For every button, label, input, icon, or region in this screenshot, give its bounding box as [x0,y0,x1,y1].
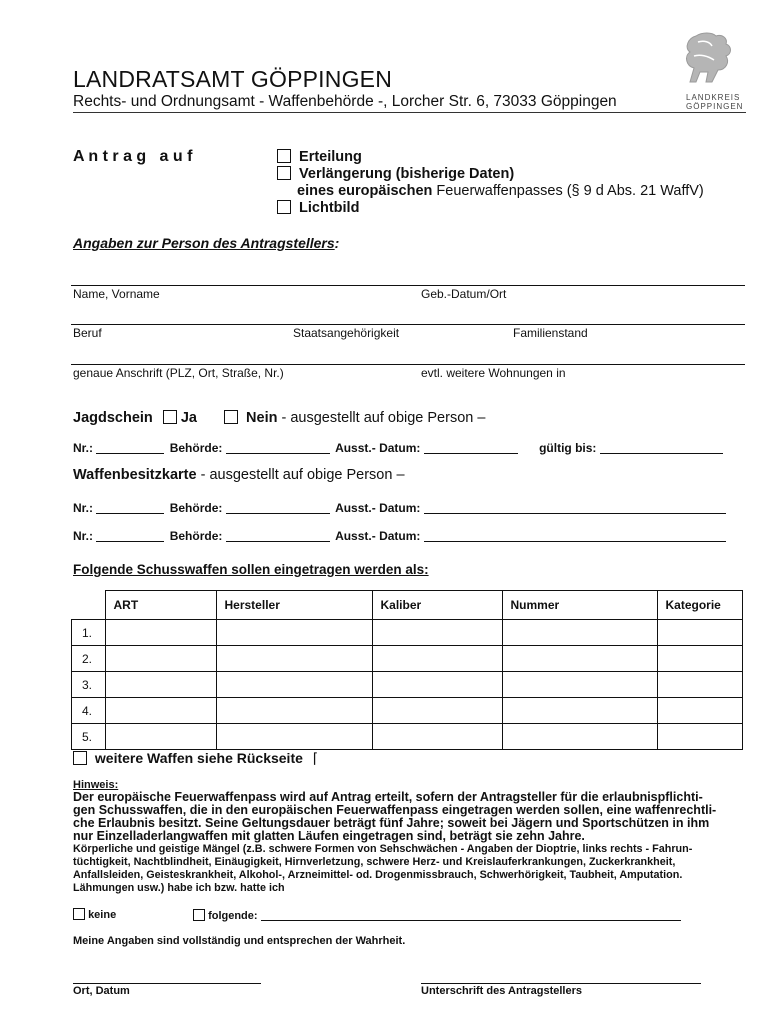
erteilung-checkbox[interactable] [277,149,291,163]
cell-nummer[interactable] [502,646,657,672]
cell-art[interactable] [105,672,216,698]
wbk2-ausst-input[interactable] [424,529,726,542]
cell-kategorie[interactable] [657,724,743,750]
hinweis-block [73,779,748,895]
erteilung-label: Erteilung [299,149,362,165]
jagd-gueltig-input[interactable] [600,441,723,454]
field-line-top [71,285,745,286]
hinweis-line: gen Schusswaffen, die in den europäischen Feuerwaffenpass eingetragen werden sollen, eine waffenrechtli- [73,803,717,817]
wbk1-nr-label: Nr.: [73,501,94,515]
col-hersteller: Hersteller [216,591,372,620]
weapons-heading: Folgende Schusswaffen sollen eingetragen werden als: [73,562,429,577]
cell-art[interactable] [105,646,216,672]
maengel-line: Körperliche und geistige Mängel (z.B. schwere Formen von Sehschwächen - Angaben der Dioptrie, links rechts - Fahrun- [73,843,693,855]
cell-kaliber[interactable] [372,620,502,646]
jagd-behoerde-input[interactable] [226,441,330,454]
folgende-checkbox[interactable] [193,909,205,921]
staat-field[interactable]: Staatsangehörigkeit [293,326,400,340]
jagd-ausst-input[interactable] [424,441,518,454]
table-row [72,646,743,672]
antrag-label: A n t r a g a u f [73,148,193,165]
wbk1-nr-input[interactable] [96,501,164,514]
person-heading: Angaben zur Person des Antragstellers: [73,235,340,251]
maengel-line: Lähmungen usw.) habe ich bzw. hatte ich [73,882,285,894]
hinweis-label: Hinweis: [73,779,119,791]
keine-checkbox[interactable] [73,908,85,920]
cell-kaliber[interactable] [372,698,502,724]
logo-text-line2: GÖPPINGEN [686,102,744,111]
weitere-wohnungen-field[interactable]: evtl. weitere Wohnungen in [421,366,566,380]
wbk-label: Waffenbesitzkarte [73,467,197,483]
col-kaliber: Kaliber [372,591,502,620]
cell-nummer[interactable] [502,672,657,698]
hinweis-line: Der europäische Feuerwaffenpass wird auf Antrag erteilt, sofern der Antragsteller für die erlaubnispflichti- [73,790,703,804]
col-kategorie: Kategorie [657,591,743,620]
cell-kaliber[interactable] [372,646,502,672]
header-divider [73,112,746,113]
jagdschein-nein-checkbox[interactable] [224,410,238,424]
weapons-table [71,590,743,750]
cell-kategorie[interactable] [657,646,743,672]
wbk2-nr-label: Nr.: [73,529,94,543]
ort-datum-label: Ort, Datum [73,985,130,997]
lion-icon [668,30,748,86]
cell-nummer[interactable] [502,724,657,750]
cell-kategorie[interactable] [657,620,743,646]
row-number: 3. [72,672,106,698]
jagdschein-nein-label: Nein [246,410,278,426]
jagdschein-label: Jagdschein [73,410,153,426]
weapons-header-row [72,591,743,620]
table-row [72,724,743,750]
field-line-3 [71,364,745,365]
signature-label: Unterschrift des Antragstellers [421,985,582,997]
table-row [72,672,743,698]
cell-art[interactable] [105,724,216,750]
beruf-field[interactable]: Beruf [73,326,102,340]
wbk1-ausst-label: Ausst.- Datum: [335,501,421,515]
weitere-waffen-checkbox[interactable] [73,751,87,765]
cell-hersteller[interactable] [216,672,372,698]
cell-nummer[interactable] [502,698,657,724]
ort-datum-line[interactable] [73,983,261,984]
wbk2-ausst-label: Ausst.- Datum: [335,529,421,543]
jagdschein-ja-label: Ja [180,410,197,426]
corner-mark: ⌈ [312,750,319,766]
weitere-waffen-label: weitere Waffen siehe Rückseite [94,750,303,766]
verlaengerung-checkbox[interactable] [277,166,291,180]
page-subtitle: Rechts- und Ordnungsamt - Waffenbehörde -, Lorcher Str. 6, 73033 Göppingen [73,93,617,110]
cell-art[interactable] [105,620,216,646]
cell-kategorie[interactable] [657,698,743,724]
name-field[interactable]: Name, Vorname [73,287,160,301]
cell-kaliber[interactable] [372,724,502,750]
geb-field[interactable]: Geb.-Datum/Ort [421,287,507,301]
anschrift-field[interactable]: genaue Anschrift (PLZ, Ort, Straße, Nr.) [73,366,284,380]
wbk1-behoerde-label: Behörde: [169,501,223,515]
jagdschein-ja-checkbox[interactable] [163,410,177,424]
hinweis-line: nur Einzelladerlangwaffen mit glatten Läufen eingetragen sind, beträgt sie zehn Jahre. [73,829,585,843]
field-line-2 [71,324,745,325]
maengel-line: Anfallsleiden, Geisteskrankheit, Alkohol-, Arzneimittel- od. Drogenmissbrauch, Schwerhörigkeit, Taubheit, Amputation. [73,869,683,881]
folgende-label: folgende: [208,910,258,922]
signature-line[interactable] [421,983,701,984]
cell-hersteller[interactable] [216,646,372,672]
jagd-gueltig-label: gültig bis: [539,441,597,455]
wbk2-nr-input[interactable] [96,529,164,542]
jagd-nr-input[interactable] [96,441,164,454]
folgende-input[interactable] [261,908,681,921]
cell-art[interactable] [105,698,216,724]
familienstand-field[interactable]: Familienstand [513,326,588,340]
jagdschein-nein-text: - ausgestellt auf obige Person – [277,410,486,426]
col-nummer: Nummer [502,591,657,620]
wbk1-ausst-input[interactable] [424,501,726,514]
maengel-line: tüchtigkeit, Nachtblindheit, Einäugigkeit, Hirnverletzung, schwere Herz- und Kreislauferkrankungen, Zuckerkrankheit, [73,856,676,868]
declaration-statement: Meine Angaben sind vollständig und entsprechen der Wahrheit. [73,935,406,947]
cell-hersteller[interactable] [216,620,372,646]
logo-text-line1: LANDKREIS [686,93,741,102]
hinweis-line: che Erlaubnis besitzt. Seine Geltungsdauer beträgt fünf Jahre; soweit bei Jägern und Sportschützen in ihm [73,816,710,830]
row-number: 5. [72,724,106,750]
cell-kategorie[interactable] [657,672,743,698]
cell-hersteller[interactable] [216,724,372,750]
page-title: LANDRATSAMT GÖPPINGEN [73,66,393,92]
col-art: ART [105,591,216,620]
table-row [72,698,743,724]
jagd-ausst-label: Ausst.- Datum: [335,441,421,455]
wbk2-behoerde-label: Behörde: [169,529,223,543]
cell-hersteller[interactable] [216,698,372,724]
row-number: 2. [72,646,106,672]
euro-pass-bold: eines europäischen [297,183,433,199]
lichtbild-checkbox[interactable] [277,200,291,214]
jagd-behoerde-label: Behörde: [169,441,223,455]
wbk2-behoerde-input[interactable] [226,529,330,542]
table-row [72,620,743,646]
row-number: 4. [72,698,106,724]
cell-nummer[interactable] [502,620,657,646]
jagd-nr-label: Nr.: [73,441,94,455]
verlaengerung-label: Verlängerung (bisherige Daten) [299,166,515,182]
wbk-text: - ausgestellt auf obige Person – [196,467,405,483]
row-number: 1. [72,620,106,646]
cell-kaliber[interactable] [372,672,502,698]
lichtbild-label: Lichtbild [299,200,360,216]
euro-pass-text: Feuerwaffenpasses (§ 9 d Abs. 21 WaffV) [432,183,704,199]
landkreis-logo [668,30,748,110]
keine-label: keine [88,909,117,921]
wbk1-behoerde-input[interactable] [226,501,330,514]
